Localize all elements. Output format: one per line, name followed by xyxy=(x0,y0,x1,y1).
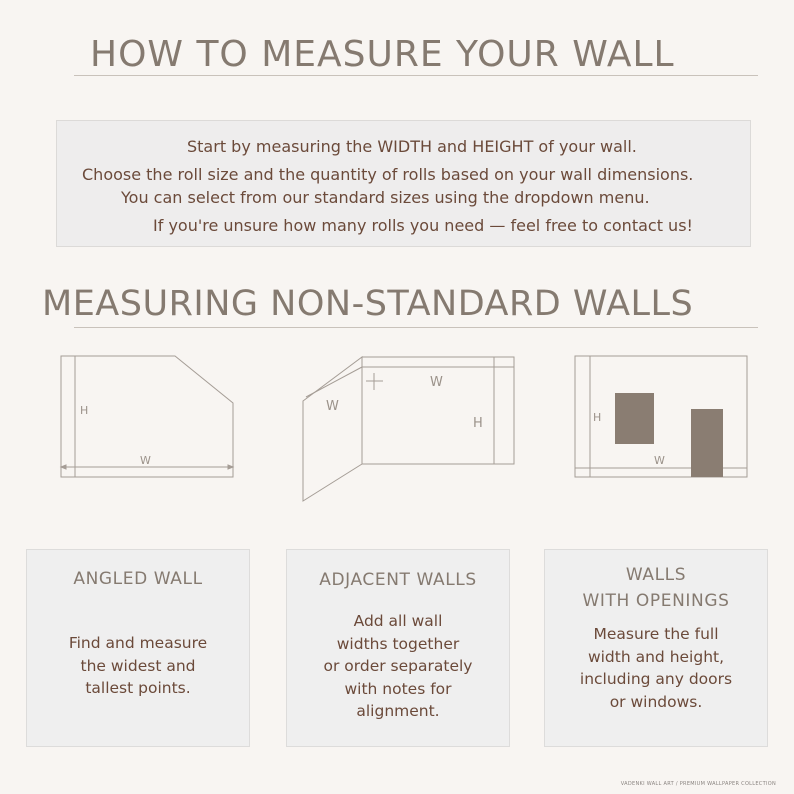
adjacent-w-label-left: W xyxy=(326,399,339,414)
width-arrow-left xyxy=(61,465,66,469)
intro-line: Choose the roll size and the quantity of rolls based on your wall dimensions. xyxy=(82,165,694,184)
card-title-line: WITH OPENINGS xyxy=(582,591,730,611)
page-title: HOW TO MEASURE YOUR WALL xyxy=(90,34,675,75)
card-angled-wall xyxy=(26,549,250,747)
card-title: ADJACENT WALLS xyxy=(319,570,477,590)
angled-w-label: W xyxy=(140,454,151,467)
intro-line: Start by measuring the WIDTH and HEIGHT of your wall. xyxy=(187,137,637,156)
intro-line: You can select from our standard sizes using the dropdown menu. xyxy=(121,188,650,207)
card-body-line: or order separately xyxy=(323,657,473,675)
card-body-line: alignment. xyxy=(356,702,440,720)
card-body-line: or windows. xyxy=(609,692,703,711)
card-body-line: width and height, xyxy=(587,647,725,666)
adjacent-left-wall xyxy=(303,357,362,501)
openings-w-label: W xyxy=(654,454,665,467)
card-body-line: the widest and xyxy=(80,656,196,675)
section-heading: MEASURING NON-STANDARD WALLS xyxy=(42,284,694,324)
card-body-line: tallest points. xyxy=(85,679,191,697)
card-body-line: Find and measure xyxy=(68,634,208,652)
adjacent-h-label: H xyxy=(473,416,483,431)
card-title: ANGLED WALL xyxy=(73,569,203,589)
intro-line: If you're unsure how many rolls you need — feel free to contact us! xyxy=(153,216,693,235)
card-adjacent-walls xyxy=(286,549,510,747)
card-body xyxy=(287,610,509,723)
angled-h-label: H xyxy=(80,404,89,417)
card-body xyxy=(545,623,767,713)
card-body-line: with notes for xyxy=(344,679,452,698)
card-body-line: Add all wall xyxy=(353,612,443,630)
openings-h-label: H xyxy=(593,411,602,424)
card-title xyxy=(545,562,767,614)
door-opening xyxy=(691,409,723,477)
adjacent-right-wall xyxy=(362,357,514,464)
card-body xyxy=(27,632,249,700)
card-body-line: widths together xyxy=(336,634,460,653)
window-opening xyxy=(615,393,654,444)
width-line-left xyxy=(306,367,362,397)
card-title-line: WALLS xyxy=(625,565,687,585)
width-arrow-right xyxy=(228,465,233,469)
card-body-line: Measure the full xyxy=(593,625,719,643)
footer-credit: VADENKI WALL ART / PREMIUM WALLPAPER COLLECTION xyxy=(620,781,776,787)
adjacent-w-label-right: W xyxy=(430,375,443,390)
card-walls-with-openings xyxy=(544,549,768,747)
card-body-line: including any doors xyxy=(579,670,733,688)
